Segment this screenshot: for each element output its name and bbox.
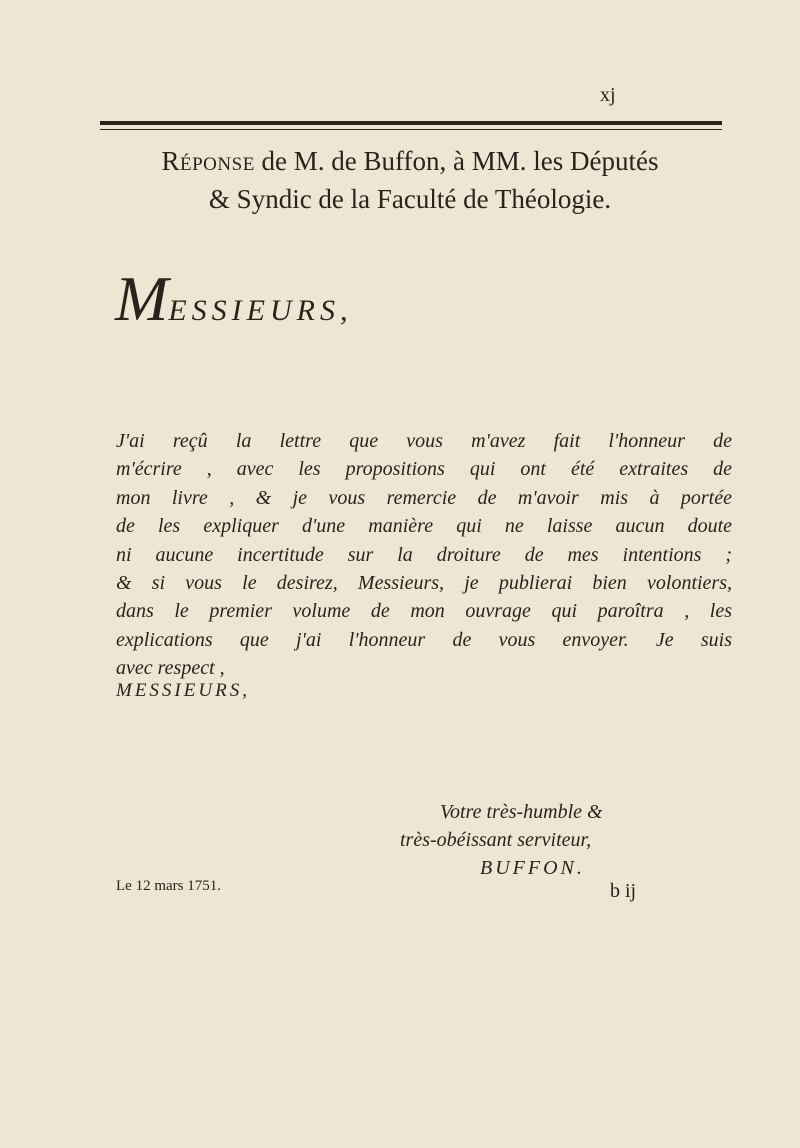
header-rule-thick: [100, 121, 722, 125]
letter-line: avec respect ,: [116, 657, 225, 680]
printer-signature-mark: b ij: [610, 880, 637, 902]
letter-date: Le 12 mars 1751.: [116, 878, 221, 894]
heading-smallcaps: Réponse: [161, 146, 255, 176]
letter-line: m'écrire , avec les propositions qui ont été extraites de: [116, 458, 732, 481]
salutation: [115, 262, 352, 336]
letter-line: mon livre , & je vous remercie de m'avoir mis à portée: [116, 486, 732, 509]
header-rule-thin: [100, 129, 722, 130]
salutation-initial: M: [115, 263, 169, 334]
salutation-rest: ESSIEURS,: [168, 294, 353, 327]
signature-line-2: très-obéissant serviteur,: [400, 829, 592, 851]
closing-address: MESSIEURS,: [116, 680, 250, 701]
letter-body: [116, 427, 732, 683]
heading-line-1: [90, 142, 730, 180]
letter-line: explications que j'ai l'honneur de vous envoyer. Je suis: [116, 628, 732, 651]
letter-line: dans le premier volume de mon ouvrage qui paroîtra , les: [116, 600, 732, 623]
signature-name: BUFFON.: [480, 857, 585, 879]
page-folio: xj: [600, 84, 616, 106]
signature-line-1: Votre très-humble &: [440, 801, 603, 823]
signature-block: [400, 798, 720, 882]
letter-line: ni aucune incertitude sur la droiture de mes intentions ;: [116, 543, 732, 566]
page-heading: [90, 142, 730, 218]
letter-line: & si vous le desirez, Messieurs, je publierai bien volontiers,: [116, 572, 732, 595]
heading-line-1-rest: de M. de Buffon, à MM. les Députés: [254, 146, 659, 176]
letter-line: J'ai reçû la lettre que vous m'avez fait l'honneur de: [116, 430, 732, 452]
heading-line-2: & Syndic de la Faculté de Théologie.: [208, 184, 612, 214]
letter-line: de les expliquer d'une manière qui ne laisse aucun doute: [116, 515, 732, 538]
